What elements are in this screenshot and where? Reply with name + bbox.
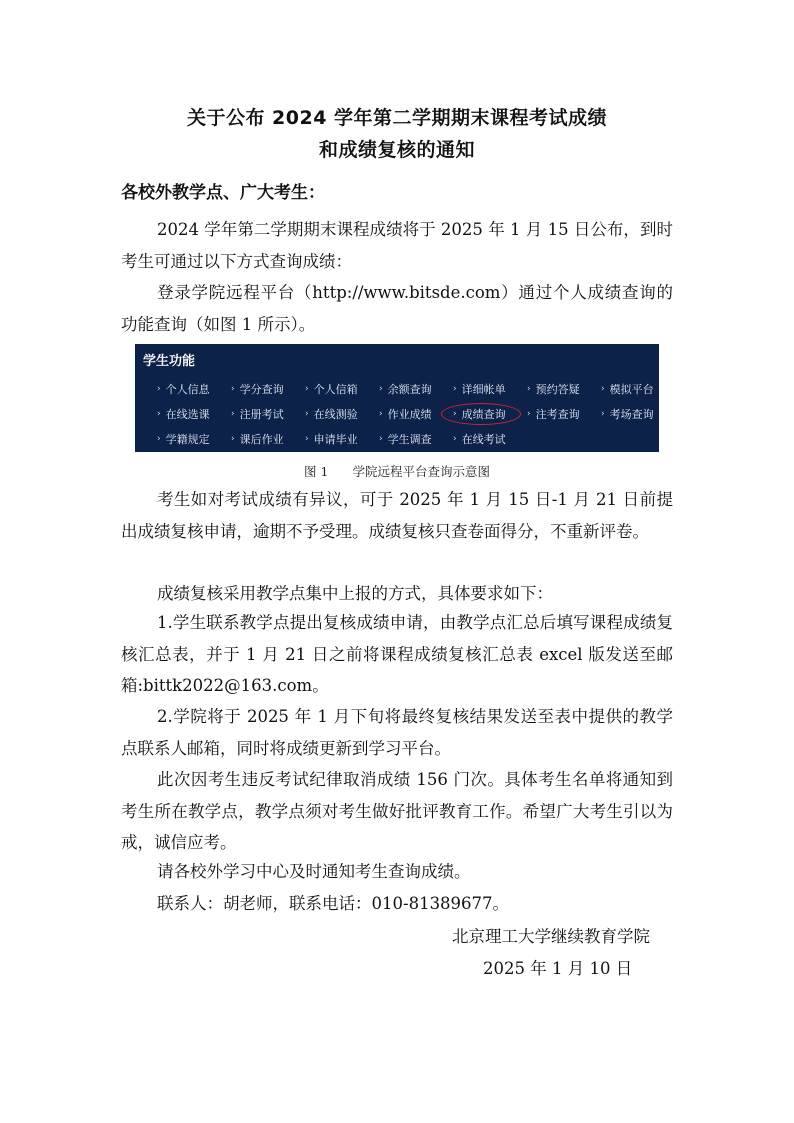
figure-panel-title: 学生功能	[143, 354, 196, 369]
figure-caption	[0, 462, 794, 480]
chevron-right-icon: ›	[305, 433, 309, 444]
chevron-right-icon: ›	[305, 408, 309, 419]
chevron-right-icon: ›	[527, 408, 531, 419]
chevron-right-icon: ›	[157, 383, 161, 394]
paragraph-3: 考生如对考试成绩有异议，可于 2025 年 1 月 15 日-1 月 21 日前提出成绩复核申请，逾期不予受理。成绩复核只查卷面得分，不重新评卷。	[121, 490, 673, 541]
figure-menu-item	[157, 376, 231, 401]
chevron-right-icon: ›	[305, 383, 309, 394]
figure-menu-item	[231, 401, 305, 426]
signature-org: 北京理工大学继续教育学院	[452, 927, 650, 946]
chevron-right-icon: ›	[453, 383, 457, 394]
figure-menu-item-label: 作业成绩	[387, 407, 432, 421]
figure-caption-label: 图 1	[304, 464, 329, 479]
paragraph-4: 成绩复核采用教学点集中上报的方式，具体要求如下：	[157, 584, 553, 603]
figure-menu-item-label: 注册考试	[239, 407, 284, 421]
platform-figure	[135, 344, 659, 452]
chevron-right-icon: ›	[157, 433, 161, 444]
figure-menu-item	[379, 376, 453, 401]
paragraph-8: 请各校外学习中心及时通知考生查询成绩。	[157, 862, 471, 881]
paragraph-9: 联系人：胡老师，联系电话：010-81389677。	[157, 894, 510, 913]
figure-menu-grid	[157, 376, 657, 451]
figure-menu-item-label: 学生调查	[387, 432, 432, 446]
figure-menu-item-label: 在线考试	[461, 432, 506, 446]
figure-menu-item-label: 课后作业	[239, 432, 284, 446]
figure-menu-item	[305, 426, 379, 451]
chevron-right-icon: ›	[601, 383, 605, 394]
figure-menu-item	[305, 401, 379, 426]
chevron-right-icon: ›	[231, 408, 235, 419]
figure-menu-item	[231, 376, 305, 401]
figure-menu-item	[305, 376, 379, 401]
chevron-right-icon: ›	[379, 408, 383, 419]
figure-menu-item	[231, 426, 305, 451]
figure-menu-item	[601, 376, 675, 401]
chevron-right-icon: ›	[157, 408, 161, 419]
figure-menu-item-label: 预约答疑	[535, 382, 580, 396]
figure-menu-item-label: 考场查询	[609, 407, 654, 421]
chevron-right-icon: ›	[379, 433, 383, 444]
figure-menu-item-label: 详细帐单	[461, 382, 506, 396]
chevron-right-icon: ›	[231, 433, 235, 444]
figure-menu-item	[527, 376, 601, 401]
chevron-right-icon: ›	[231, 383, 235, 394]
signature-date: 2025 年 1 月 10 日	[483, 959, 633, 978]
figure-menu-item	[453, 376, 527, 401]
figure-menu-item-label: 模拟平台	[609, 382, 654, 396]
paragraph-5: 1.学生联系教学点提出复核成绩申请，由教学点汇总后填写课程成绩复核汇总表，并于 1 月 21 日之前将课程成绩复核汇总表 excel 版发送至邮箱:bittk2022@163.com。	[121, 613, 673, 695]
paragraph-2: 登录学院远程平台（http://www.bitsde.com）通过个人成绩查询的功能查询（如图 1 所示）。	[121, 283, 673, 334]
figure-menu-item-label: 在线选课	[165, 407, 210, 421]
figure-menu-item	[453, 401, 527, 426]
figure-menu-item-label: 成绩查询	[461, 407, 506, 421]
chevron-right-icon: ›	[379, 383, 383, 394]
figure-menu-item	[157, 401, 231, 426]
figure-menu-item	[527, 401, 601, 426]
figure-menu-item-label: 注考查询	[535, 407, 580, 421]
notice-title-line2: 和成绩复核的通知	[318, 139, 475, 161]
paragraph-1: 2024 学年第二学期期末课程成绩将于 2025 年 1 月 15 日公布，到时考生可通过以下方式查询成绩：	[121, 220, 673, 271]
figure-menu-item-label: 个人信箱	[313, 382, 358, 396]
figure-menu-item-label: 学籍规定	[165, 432, 210, 446]
figure-caption-text: 学院远程平台查询示意图	[352, 464, 490, 479]
chevron-right-icon: ›	[453, 408, 457, 419]
figure-menu-item	[453, 426, 527, 451]
notice-title-line1: 关于公布 2024 学年第二学期期末课程考试成绩	[186, 107, 608, 129]
paragraph-7: 此次因考生违反考试纪律取消成绩 156 门次。具体考生名单将通知到考生所在教学点，教学点须对考生做好批评教育工作。希望广大考生引以为戒，诚信应考。	[121, 770, 673, 852]
figure-menu-item-label: 在线测验	[313, 407, 358, 421]
chevron-right-icon: ›	[453, 433, 457, 444]
figure-menu-item-label: 余额查询	[387, 382, 432, 396]
chevron-right-icon: ›	[601, 408, 605, 419]
figure-menu-item-label: 申请毕业	[313, 432, 358, 446]
salutation: 各校外教学点、广大考生：	[121, 183, 325, 203]
figure-menu-item	[601, 401, 675, 426]
figure-menu-item	[379, 426, 453, 451]
figure-menu-item	[157, 426, 231, 451]
figure-menu-item-label: 个人信息	[165, 382, 210, 396]
chevron-right-icon: ›	[527, 383, 531, 394]
paragraph-6: 2.学院将于 2025 年 1 月下旬将最终复核结果发送至表中提供的教学点联系人邮箱，同时将成绩更新到学习平台。	[121, 707, 673, 758]
figure-menu-item-label: 学分查询	[239, 382, 284, 396]
